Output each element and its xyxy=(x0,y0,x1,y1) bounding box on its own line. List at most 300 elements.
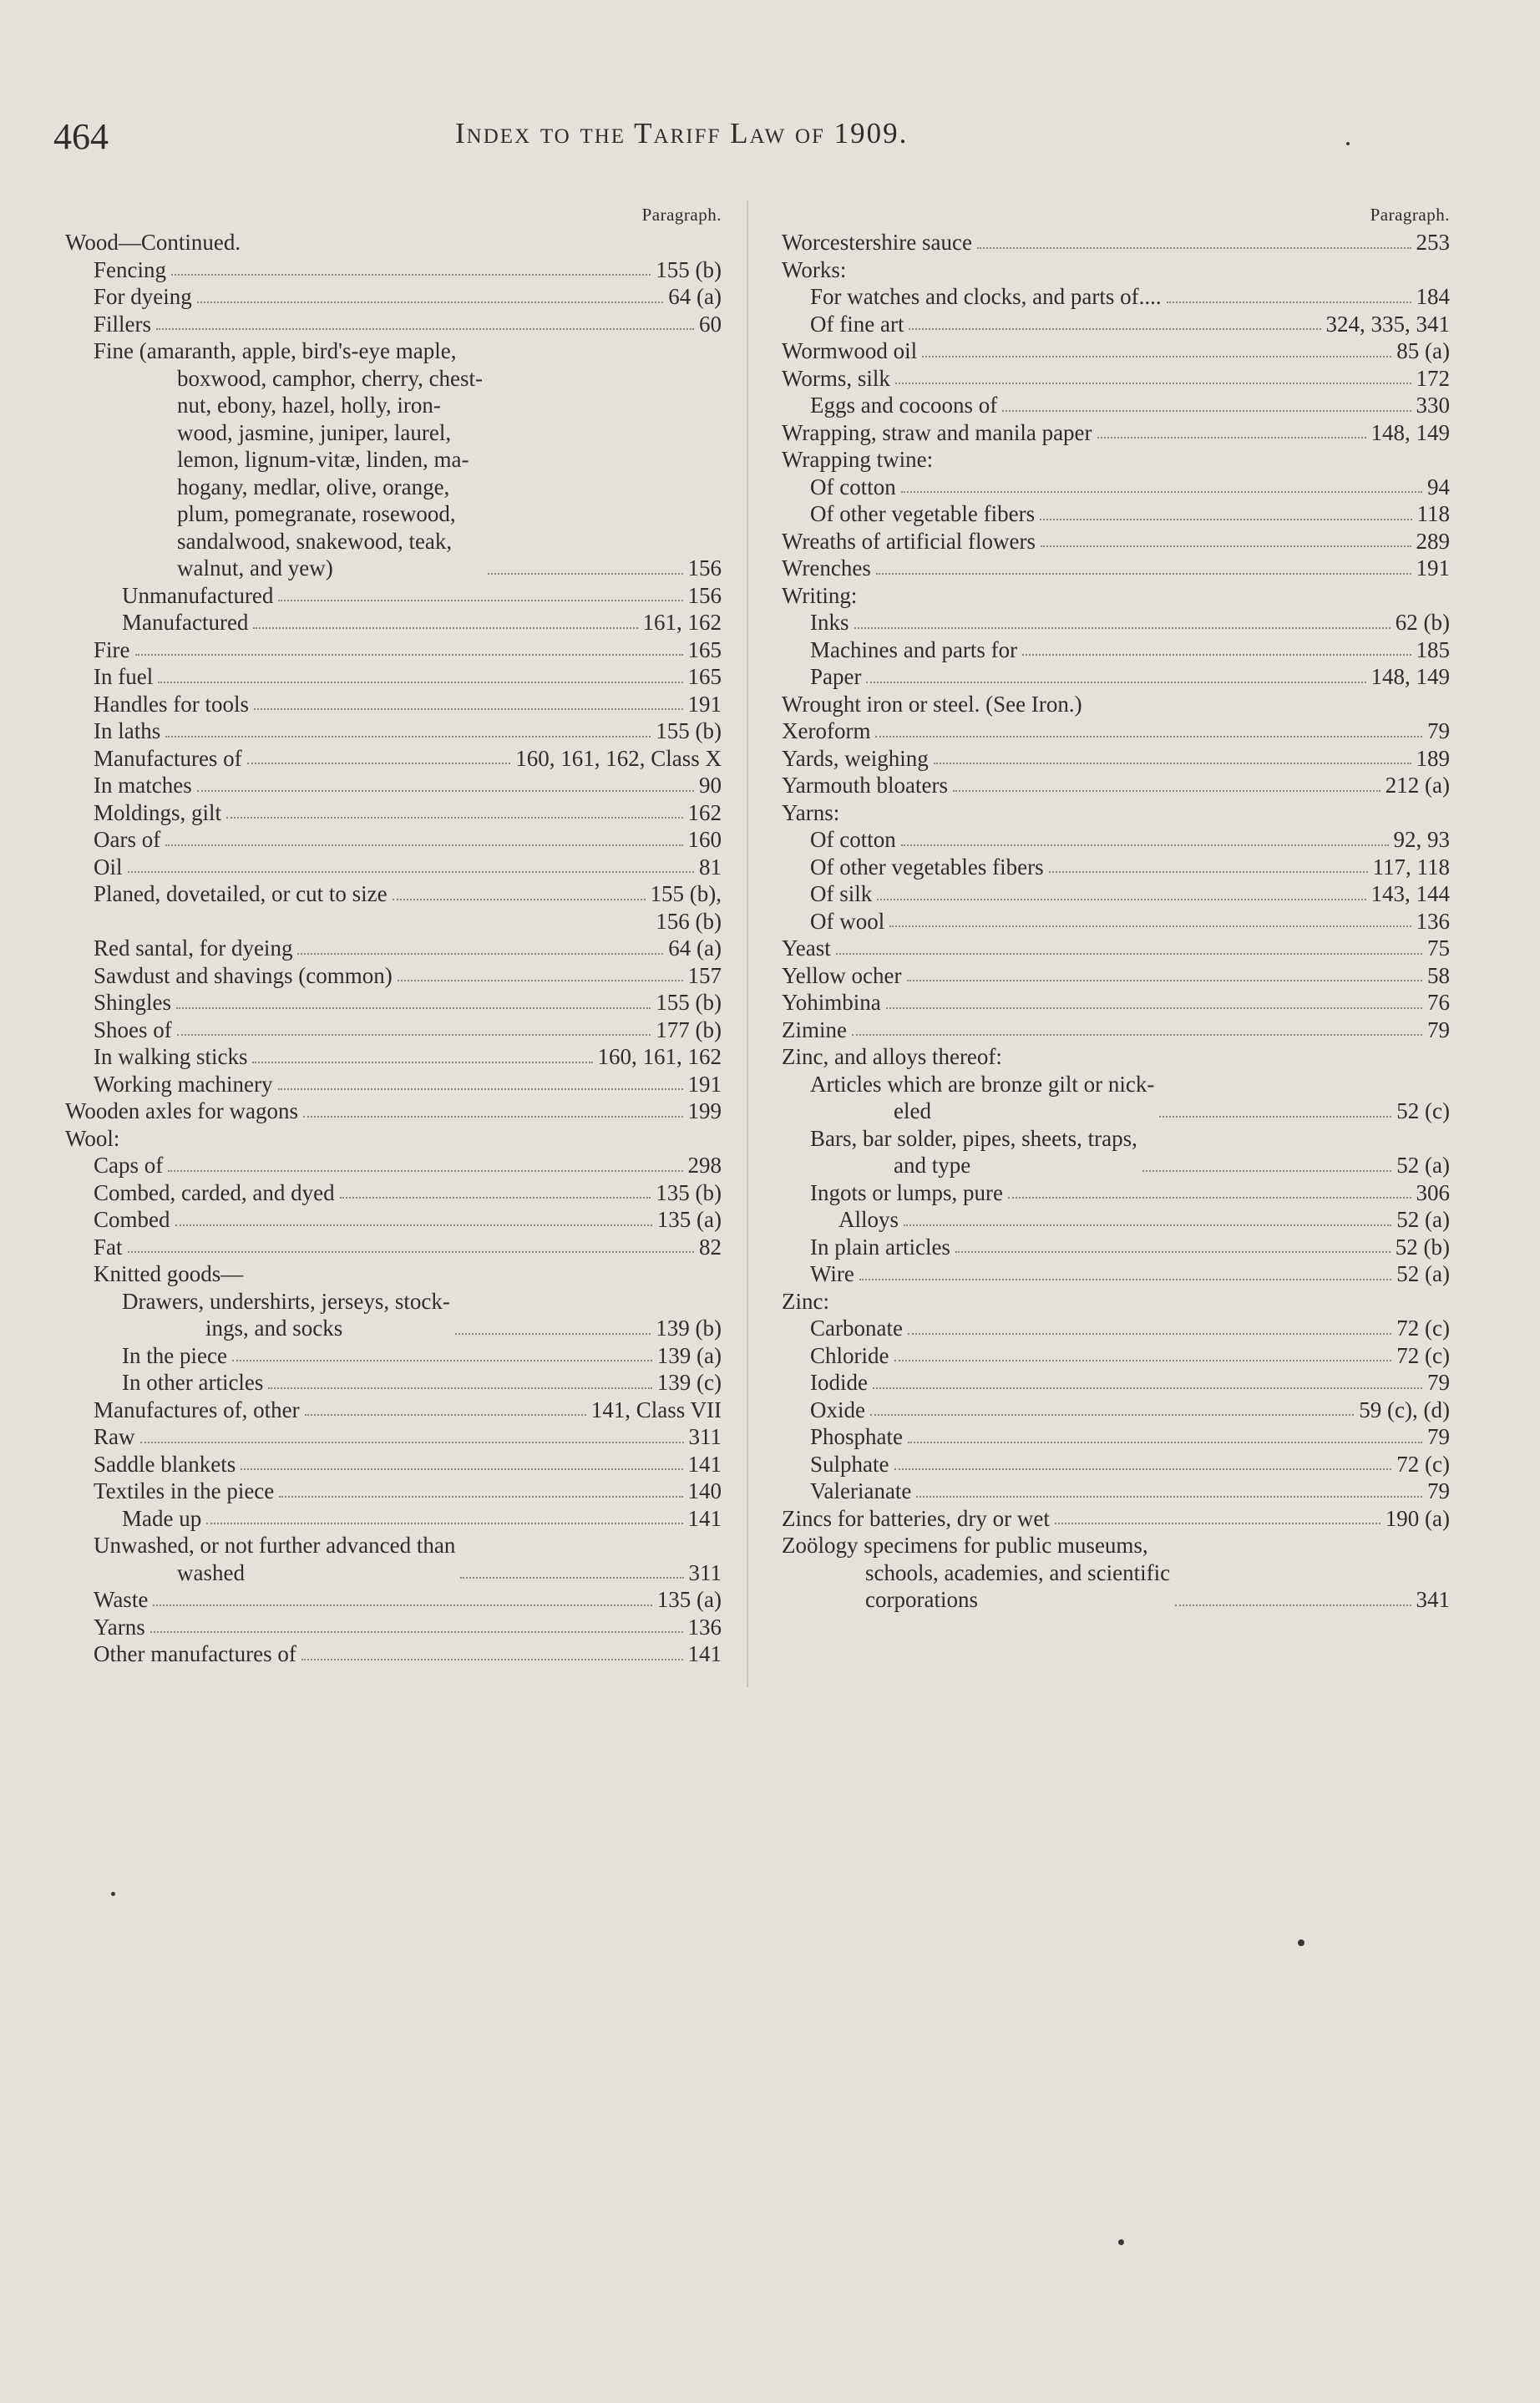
index-entry xyxy=(65,1369,722,1397)
index-entry xyxy=(65,1614,722,1641)
entry-term: Fine (amaranth, apple, bird's-eye maple, boxwood, camphor, cherry, chest- nut, ebony, hazel, holly, iron- wood, jasmine, juniper, laurel, lemon, lignum-vitæ, linden, ma- hogany, medlar, olive, orange, plum, pomegranate, rosewood, sandalwood, snakewood, teak, walnut, and yew) xyxy=(94,338,484,580)
entry-paragraph-ref: 60 xyxy=(699,311,722,337)
entry-term: Alloys xyxy=(838,1207,899,1232)
dot-leader xyxy=(854,627,1391,629)
index-entry xyxy=(782,500,1450,528)
entry-term: Zinc: xyxy=(782,1288,829,1314)
index-entry xyxy=(782,1288,1450,1316)
dot-leader xyxy=(870,1414,1354,1416)
entry-paragraph-ref: 64 (a) xyxy=(668,284,722,309)
paper-speck xyxy=(111,1892,115,1896)
entry-term: Of other vegetable fibers xyxy=(810,501,1036,526)
index-entry xyxy=(65,745,722,773)
entry-term: Saddle blankets xyxy=(94,1451,236,1477)
entry-paragraph-ref: 156 (b) xyxy=(656,908,722,934)
index-entry xyxy=(65,1179,722,1207)
entry-paragraph-ref: 135 (b) xyxy=(656,1179,722,1205)
index-entry xyxy=(782,528,1450,555)
entry-term: Of fine art xyxy=(810,311,904,337)
entry-term: For dyeing xyxy=(94,284,192,309)
entry-term: In the piece xyxy=(122,1342,227,1368)
index-entry xyxy=(782,1505,1450,1533)
paper-speck xyxy=(1346,142,1350,145)
entry-term: Zincs for batteries, dry or wet xyxy=(782,1505,1050,1531)
index-entry xyxy=(782,1315,1450,1342)
dot-leader xyxy=(305,1414,586,1416)
index-entry xyxy=(65,717,722,745)
dot-leader xyxy=(252,1062,592,1063)
index-entry xyxy=(65,1016,722,1044)
entry-paragraph-ref: 165 xyxy=(687,636,722,662)
index-entry xyxy=(65,609,722,636)
paper-speck xyxy=(1298,1939,1304,1946)
running-title: Index to the Tariff Law of 1909. xyxy=(455,117,909,150)
entry-term: Fire xyxy=(94,636,130,662)
entry-paragraph-ref: 160, 161, 162, Class X xyxy=(515,745,722,771)
dot-leader xyxy=(852,1034,1422,1036)
dot-leader xyxy=(232,1360,652,1361)
dot-leader xyxy=(297,953,663,955)
entry-paragraph-ref: 72 (c) xyxy=(1396,1451,1450,1477)
entry-term: In fuel xyxy=(94,664,154,689)
dot-leader xyxy=(140,1442,684,1443)
index-entry xyxy=(65,1423,722,1451)
entry-term: Bars, bar solder, pipes, sheets, traps, and type xyxy=(810,1125,1137,1178)
entry-paragraph-ref: 190 (a) xyxy=(1385,1505,1450,1531)
index-entry xyxy=(782,1342,1450,1370)
dot-leader xyxy=(886,1007,1422,1009)
paper-speck xyxy=(1118,2239,1124,2245)
column-divider xyxy=(747,200,748,1687)
dot-leader xyxy=(279,1496,682,1498)
index-entry xyxy=(65,1397,722,1424)
entry-paragraph-ref: 311 xyxy=(688,1559,722,1585)
index-entry xyxy=(65,962,722,990)
entry-paragraph-ref: 76 xyxy=(1427,990,1450,1015)
entry-term: Combed xyxy=(94,1207,170,1232)
index-entry xyxy=(782,854,1450,881)
entry-term: Wire xyxy=(810,1261,854,1286)
entry-paragraph-ref: 135 (a) xyxy=(656,1587,722,1612)
entry-paragraph-ref: 79 xyxy=(1427,1478,1450,1503)
entry-paragraph-ref: 64 (a) xyxy=(668,935,722,961)
index-entry xyxy=(782,962,1450,990)
index-entry xyxy=(65,1640,722,1668)
entry-term: Yarmouth bloaters xyxy=(782,773,948,798)
dot-leader xyxy=(934,763,1411,764)
entry-term: Of other vegetables fibers xyxy=(810,854,1044,880)
dot-leader xyxy=(1142,1170,1391,1172)
index-entry xyxy=(65,880,722,908)
entry-term: Oars of xyxy=(94,827,161,852)
dot-leader xyxy=(340,1197,651,1199)
entry-term: Moldings, gilt xyxy=(94,799,222,825)
index-entry xyxy=(65,799,722,827)
entry-term: Yohimbina xyxy=(782,990,881,1015)
entry-paragraph-ref: 118 xyxy=(1416,501,1450,526)
index-entry xyxy=(65,1288,722,1342)
index-entry xyxy=(782,745,1450,773)
dot-leader xyxy=(254,708,683,710)
entry-term: Fencing xyxy=(94,256,166,282)
entry-term: Fat xyxy=(94,1234,123,1260)
dot-leader xyxy=(175,1224,652,1226)
index-entry xyxy=(782,799,1450,827)
dot-leader xyxy=(128,871,694,873)
entry-term: Shingles xyxy=(94,990,172,1015)
entry-term: Caps of xyxy=(94,1153,164,1178)
entry-term: Drawers, undershirts, jerseys, stock- ings, and socks xyxy=(122,1288,450,1341)
entry-paragraph-ref: 52 (b) xyxy=(1395,1234,1450,1260)
entry-term: Manufactured xyxy=(122,610,249,635)
entry-paragraph-ref: 143, 144 xyxy=(1370,881,1450,906)
dot-leader xyxy=(301,1659,683,1660)
index-entry xyxy=(782,1179,1450,1207)
entry-term: Oil xyxy=(94,854,123,880)
paragraph-column-heading: Paragraph. xyxy=(1370,205,1450,225)
entry-paragraph-ref: 82 xyxy=(699,1234,722,1260)
entry-paragraph-ref: 139 (c) xyxy=(656,1370,722,1395)
entry-paragraph-ref: 191 xyxy=(1416,555,1450,580)
index-entry xyxy=(782,1016,1450,1044)
entry-paragraph-ref: 191 xyxy=(687,1071,722,1097)
entry-term: Worcestershire sauce xyxy=(782,230,972,255)
index-entry xyxy=(65,1451,722,1478)
entry-term: Fillers xyxy=(94,311,152,337)
entry-term: Of wool xyxy=(810,908,885,934)
entry-term: Shoes of xyxy=(94,1016,172,1042)
index-entry xyxy=(782,229,1450,256)
index-entry xyxy=(65,1505,722,1533)
entry-paragraph-ref: 140 xyxy=(687,1478,722,1503)
index-entry xyxy=(65,1260,722,1288)
entry-paragraph-ref: 160, 161, 162 xyxy=(597,1044,722,1069)
entry-term: Waste xyxy=(94,1587,149,1612)
entry-term: Xeroform xyxy=(782,718,871,743)
dot-leader xyxy=(247,763,511,764)
index-entry xyxy=(782,1234,1450,1261)
index-entry xyxy=(782,609,1450,636)
index-entry xyxy=(65,1206,722,1234)
index-entry xyxy=(65,1152,722,1179)
index-entry xyxy=(65,1342,722,1370)
index-entry xyxy=(65,582,722,610)
entry-paragraph-ref: 306 xyxy=(1416,1179,1450,1205)
index-entry xyxy=(65,772,722,799)
entry-term: Of cotton xyxy=(810,827,896,852)
entry-paragraph-ref: 139 (b) xyxy=(656,1316,722,1341)
index-entry xyxy=(782,691,1450,718)
index-entry xyxy=(782,311,1450,338)
entry-term: Wood—Continued. xyxy=(65,230,241,255)
index-entry xyxy=(65,826,722,854)
entry-term: In matches xyxy=(94,773,192,798)
index-entry xyxy=(782,880,1450,908)
entry-term: Iodide xyxy=(810,1370,868,1395)
entry-paragraph-ref: 212 (a) xyxy=(1385,773,1450,798)
dot-leader xyxy=(197,790,694,792)
index-entry xyxy=(782,446,1450,474)
index-entry xyxy=(65,1478,722,1505)
entry-term: In other articles xyxy=(122,1370,264,1395)
dot-leader xyxy=(135,654,683,656)
index-entry xyxy=(782,582,1450,610)
index-entry xyxy=(65,691,722,718)
index-entry xyxy=(65,908,722,935)
entry-term: Manufactures of, other xyxy=(94,1397,300,1422)
index-entry xyxy=(782,1369,1450,1397)
index-entry xyxy=(65,1234,722,1261)
index-entry xyxy=(782,663,1450,691)
index-entries-left xyxy=(65,229,722,1668)
entry-term: Articles which are bronze gilt or nick- eled xyxy=(810,1071,1155,1123)
entry-term: Ingots or lumps, pure xyxy=(810,1179,1003,1205)
paragraph-column-heading: Paragraph. xyxy=(641,205,722,225)
dot-leader xyxy=(877,899,1365,900)
entry-paragraph-ref: 79 xyxy=(1427,718,1450,743)
entry-paragraph-ref: 141 xyxy=(687,1505,722,1531)
entry-paragraph-ref: 58 xyxy=(1427,962,1450,988)
entry-paragraph-ref: 148, 149 xyxy=(1370,664,1450,689)
dot-leader xyxy=(1055,1523,1380,1524)
index-entry xyxy=(782,392,1450,419)
index-entry xyxy=(782,1206,1450,1234)
index-entry xyxy=(782,1478,1450,1505)
index-entry xyxy=(782,1043,1450,1071)
dot-leader xyxy=(303,1116,682,1118)
index-column-left xyxy=(65,200,722,1668)
entry-term: Of cotton xyxy=(810,474,896,499)
dot-leader xyxy=(907,980,1423,981)
entry-paragraph-ref: 189 xyxy=(1416,745,1450,771)
index-entry xyxy=(782,826,1450,854)
dot-leader xyxy=(1008,1197,1411,1199)
entry-term: Wormwood oil xyxy=(782,338,918,363)
entry-paragraph-ref: 162 xyxy=(687,799,722,825)
dot-leader xyxy=(866,682,1365,683)
entry-term: Planed, dovetailed, or cut to size xyxy=(94,881,388,906)
entry-paragraph-ref: 141 xyxy=(687,1451,722,1477)
index-entry xyxy=(65,636,722,664)
dot-leader xyxy=(977,247,1411,249)
entry-term: Made up xyxy=(122,1505,202,1531)
entry-paragraph-ref: 52 (a) xyxy=(1396,1153,1450,1178)
entry-paragraph-ref: 136 xyxy=(1416,908,1450,934)
entry-paragraph-ref: 75 xyxy=(1427,935,1450,961)
dot-leader xyxy=(460,1577,683,1579)
entry-paragraph-ref: 52 (a) xyxy=(1396,1261,1450,1286)
dot-leader xyxy=(901,491,1422,493)
entry-term: Wrapping, straw and manila paper xyxy=(782,419,1092,445)
dot-leader xyxy=(176,1007,651,1009)
entry-term: Valerianate xyxy=(810,1478,912,1503)
entry-paragraph-ref: 155 (b), xyxy=(650,881,722,906)
dot-leader xyxy=(278,600,682,601)
dot-leader xyxy=(953,790,1380,792)
index-entry xyxy=(65,1586,722,1614)
index-entry xyxy=(782,772,1450,799)
entry-term: Yellow ocher xyxy=(782,962,902,988)
index-entry xyxy=(782,555,1450,582)
entry-paragraph-ref: 148, 149 xyxy=(1370,419,1450,445)
entry-term: Writing: xyxy=(782,582,858,608)
index-entry xyxy=(782,1532,1450,1614)
index-entry xyxy=(782,935,1450,962)
entry-paragraph-ref: 289 xyxy=(1416,528,1450,554)
entry-term: Yeast xyxy=(782,935,831,961)
entry-paragraph-ref: 199 xyxy=(687,1098,722,1123)
entry-term: Works: xyxy=(782,256,847,282)
entry-term: Of silk xyxy=(810,881,873,906)
dot-leader xyxy=(197,302,664,303)
entry-term: Yards, weighing xyxy=(782,745,929,771)
entry-term: Sulphate xyxy=(810,1451,889,1477)
index-entry xyxy=(65,311,722,338)
index-entry xyxy=(65,1043,722,1071)
dot-leader xyxy=(955,1251,1391,1253)
entry-paragraph-ref: 155 (b) xyxy=(656,256,722,282)
entry-paragraph-ref: 52 (a) xyxy=(1396,1207,1450,1232)
entry-paragraph-ref: 311 xyxy=(688,1424,722,1449)
page-number: 464 xyxy=(53,116,109,157)
entry-term: Yarns xyxy=(94,1614,145,1640)
dot-leader xyxy=(177,1034,651,1036)
entry-term: Wrenches xyxy=(782,555,871,580)
dot-leader xyxy=(1022,654,1411,656)
entry-paragraph-ref: 161, 162 xyxy=(642,610,722,635)
dot-leader xyxy=(206,1523,682,1524)
dot-leader xyxy=(904,1224,1391,1226)
entry-term: Handles for tools xyxy=(94,691,249,717)
entry-term: Worms, silk xyxy=(782,365,890,391)
entry-paragraph-ref: 94 xyxy=(1427,474,1450,499)
dot-leader xyxy=(393,899,646,900)
dot-leader xyxy=(1097,437,1366,439)
entry-paragraph-ref: 72 (c) xyxy=(1396,1316,1450,1341)
index-entry xyxy=(65,663,722,691)
entry-term: Zimine xyxy=(782,1016,847,1042)
entry-term: Chloride xyxy=(810,1342,889,1368)
entry-paragraph-ref: 341 xyxy=(1416,1587,1450,1612)
dot-leader xyxy=(901,844,1389,846)
entry-term: In laths xyxy=(94,718,161,743)
entry-paragraph-ref: 172 xyxy=(1416,365,1450,391)
index-entry xyxy=(782,256,1450,284)
entry-paragraph-ref: 177 (b) xyxy=(656,1016,722,1042)
entry-paragraph-ref: 191 xyxy=(687,691,722,717)
entry-term: Knitted goods— xyxy=(94,1261,244,1286)
entry-term: Raw xyxy=(94,1424,135,1449)
entry-paragraph-ref: 184 xyxy=(1416,284,1450,309)
entry-term: Paper xyxy=(810,664,862,689)
entry-term: Wool: xyxy=(65,1125,120,1151)
entry-paragraph-ref: 117, 118 xyxy=(1372,854,1450,880)
dot-leader xyxy=(836,953,1422,955)
dot-leader xyxy=(916,1496,1422,1498)
dot-leader xyxy=(1159,1116,1391,1118)
dot-leader xyxy=(889,925,1411,927)
entry-paragraph-ref: 156 xyxy=(687,555,722,580)
index-entry xyxy=(65,229,722,256)
index-entry xyxy=(782,1397,1450,1424)
entry-paragraph-ref: 92, 93 xyxy=(1393,827,1450,852)
dot-leader xyxy=(253,627,637,629)
index-entry xyxy=(65,256,722,284)
entry-term: Carbonate xyxy=(810,1316,903,1341)
entry-paragraph-ref: 298 xyxy=(687,1153,722,1178)
index-entry xyxy=(782,908,1450,935)
index-entry xyxy=(782,337,1450,365)
entry-paragraph-ref: 141 xyxy=(687,1641,722,1666)
dot-leader xyxy=(268,1387,651,1389)
entry-paragraph-ref: 160 xyxy=(687,827,722,852)
dot-leader xyxy=(1041,545,1411,547)
dot-leader xyxy=(165,844,682,846)
dot-leader xyxy=(922,356,1391,357)
entry-term: Other manufactures of xyxy=(94,1641,296,1666)
entry-paragraph-ref: 155 (b) xyxy=(656,990,722,1015)
entry-term: Eggs and cocoons of xyxy=(810,393,998,418)
entry-term: In walking sticks xyxy=(94,1044,248,1069)
entry-paragraph-ref: 156 xyxy=(687,582,722,608)
index-entry xyxy=(782,283,1450,311)
entry-paragraph-ref: 253 xyxy=(1416,230,1450,255)
entry-paragraph-ref: 155 (b) xyxy=(656,718,722,743)
entry-term: Sawdust and shavings (common) xyxy=(94,962,393,988)
index-entry xyxy=(65,1071,722,1098)
dot-leader xyxy=(908,1333,1391,1335)
entry-term: For watches and clocks, and parts of.... xyxy=(810,284,1162,309)
index-entry xyxy=(782,717,1450,745)
index-column-right xyxy=(782,200,1450,1614)
entry-term: Wreaths of artificial flowers xyxy=(782,528,1036,554)
entry-paragraph-ref: 157 xyxy=(687,962,722,988)
dot-leader xyxy=(278,1088,683,1090)
dot-leader xyxy=(1002,410,1411,412)
dot-leader xyxy=(859,1279,1391,1280)
index-entry xyxy=(65,854,722,881)
entry-paragraph-ref: 141, Class VII xyxy=(590,1397,722,1422)
entry-paragraph-ref: 52 (c) xyxy=(1396,1098,1450,1123)
dot-leader xyxy=(876,573,1411,575)
dot-leader xyxy=(894,1360,1392,1361)
entry-term: Textiles in the piece xyxy=(94,1478,275,1503)
entry-term: Inks xyxy=(810,610,849,635)
entry-term: Red santal, for dyeing xyxy=(94,935,293,961)
index-entry xyxy=(65,1532,722,1586)
index-entry xyxy=(782,1125,1450,1179)
entry-paragraph-ref: 59 (c), (d) xyxy=(1359,1397,1450,1422)
dot-leader xyxy=(488,573,682,575)
entry-paragraph-ref: 85 (a) xyxy=(1396,338,1450,363)
dot-leader xyxy=(1167,302,1411,303)
entry-term: Yarns: xyxy=(782,799,840,825)
index-entry xyxy=(65,989,722,1016)
dot-leader xyxy=(128,1251,694,1253)
index-entry xyxy=(782,474,1450,501)
dot-leader xyxy=(158,682,682,683)
dot-leader xyxy=(895,383,1411,384)
entry-paragraph-ref: 79 xyxy=(1427,1424,1450,1449)
index-entry xyxy=(782,1423,1450,1451)
entry-paragraph-ref: 90 xyxy=(699,773,722,798)
index-entry xyxy=(782,636,1450,664)
dot-leader xyxy=(226,817,682,819)
dot-leader xyxy=(168,1170,682,1172)
dot-leader xyxy=(909,328,1320,330)
index-entry xyxy=(65,935,722,962)
entry-paragraph-ref: 81 xyxy=(699,854,722,880)
